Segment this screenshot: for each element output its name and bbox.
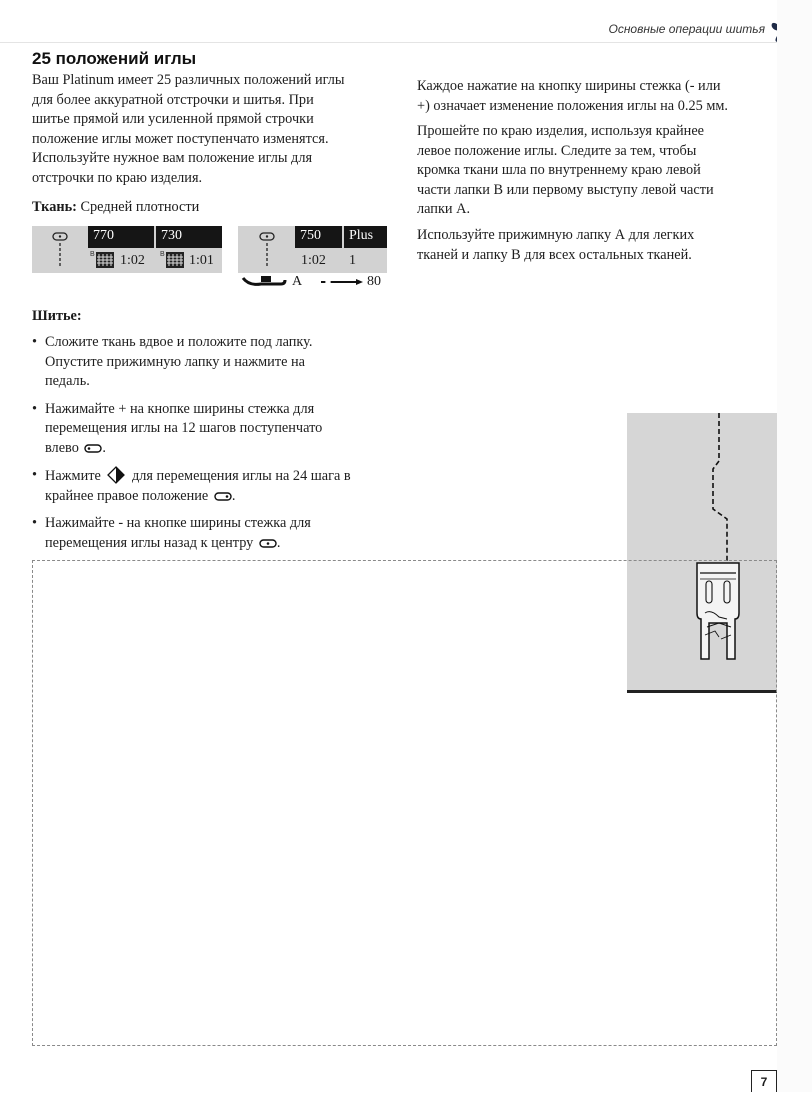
header-divider (0, 42, 812, 43)
right-p3-line-1: Используйте прижимную лапку А для легких (417, 227, 695, 243)
needle-left-position-icon (84, 444, 102, 453)
page-number: 7 (751, 1070, 777, 1092)
needle-icon (320, 278, 364, 286)
right-p2-line-2: левое положение иглы. Следите за тем, чтобы (417, 142, 697, 159)
needle-position-icon (50, 231, 70, 269)
right-p1-line-1: Каждое нажатие на кнопку ширины стежка (- или (417, 78, 721, 94)
right-p2-line-3: кромка ткани шла по внутреннему краю левой (417, 162, 701, 178)
intro-line-2: для более аккуратной отстрочки и шитья. При (32, 91, 314, 108)
intro-line-6: отстрочки по краю изделия. (32, 169, 203, 186)
step-2-line-2: перемещения иглы на 12 шагов поступенчато (45, 420, 323, 436)
panel1-value-770: 1:02 (120, 253, 145, 268)
step-3-line-2: крайнее правое положение (45, 487, 209, 504)
list-item (32, 466, 402, 506)
sewing-steps (32, 333, 402, 561)
panel1-header-730: 730 (156, 226, 222, 248)
settings-panel-1 (32, 226, 222, 273)
bullet-dot: • (32, 515, 38, 531)
intro-line-1: Ваш Platinum имеет 25 различных положений иглы (32, 72, 345, 88)
stitch-pattern-icon (96, 252, 114, 268)
needle-center-position-icon (259, 539, 277, 548)
panel1-header-770: 770 (88, 226, 154, 248)
settings-panel-2 (238, 226, 387, 273)
sewing-title: Шитье: (32, 308, 82, 324)
step-2-line-1: Нажимайте + на кнопке ширины стежка для (45, 400, 315, 417)
intro-line-5: Используйте нужное вам положение иглы для (32, 150, 313, 166)
needle-right-position-icon (214, 492, 232, 501)
panel2-header-750: 750 (295, 226, 342, 248)
bullet-dot: • (32, 400, 38, 417)
fabric-info (32, 199, 199, 216)
list-item (32, 400, 402, 459)
step-4-line-1: Нажимайте - на кнопке ширины стежка для (45, 515, 311, 531)
right-p2-line-5: лапки А. (417, 201, 471, 217)
step-2-line-3: влево (45, 439, 79, 456)
fabric-value: Средней плотности (80, 199, 200, 215)
list-item (32, 333, 402, 392)
needle-position-icon (257, 231, 277, 269)
notes-frame (32, 560, 777, 1046)
step-3-part-2: для перемещения иглы на 24 шага в (132, 468, 351, 484)
step-4-period: . (276, 534, 281, 551)
step-1-line-1: Сложите ткань вдвое и положите под лапку. (45, 334, 313, 350)
step-1-line-3: педаль. (45, 373, 90, 389)
right-p1-line-2: +) означает изменение положения иглы на 0.25 мм. (417, 97, 728, 114)
step-3-period: . (231, 487, 236, 504)
mirror-diamond-icon (107, 466, 125, 484)
right-p3-line-2: тканей и лапку B для всех остальных тканей. (417, 246, 692, 263)
step-4-line-2: перемещения иглы назад к центру (45, 534, 254, 551)
intro-line-4: положение иглы может поступенчато изменятся. (32, 130, 329, 147)
presser-b-marker: B (90, 251, 95, 258)
panel2-value-plus: 1 (349, 253, 356, 268)
right-p2-line-4: части лапки B или первому выступу левой части (417, 181, 714, 198)
panel1-value-730: 1:01 (189, 253, 214, 268)
stitch-pattern-icon (166, 252, 184, 268)
needle-size-label: 80 (367, 274, 381, 289)
step-3-part-1: Нажмите (45, 468, 101, 484)
right-p2-line-1: Прошейте по краю изделия, используя крайнее (417, 123, 705, 139)
presser-b-marker: B (160, 251, 165, 258)
intro-line-3: шитье прямой или усиленной прямой строчки (32, 111, 314, 127)
list-item (32, 514, 402, 553)
fabric-label: Ткань: (32, 199, 77, 215)
presser-foot-label: A (292, 274, 303, 289)
step-2-period: . (102, 439, 106, 456)
page-edge-strip (777, 0, 812, 1092)
panel2-header-plus: Plus (344, 226, 387, 248)
presser-foot-icon (241, 274, 287, 288)
step-1-line-2: Опустите прижимную лапку и нажмите на (45, 353, 305, 370)
bullet-dot: • (32, 334, 38, 350)
bullet-dot: • (32, 467, 38, 483)
running-header: Основные операции шитья (608, 22, 765, 36)
panel2-value-750: 1:02 (301, 253, 326, 268)
page-title: 25 положений иглы (32, 49, 197, 68)
